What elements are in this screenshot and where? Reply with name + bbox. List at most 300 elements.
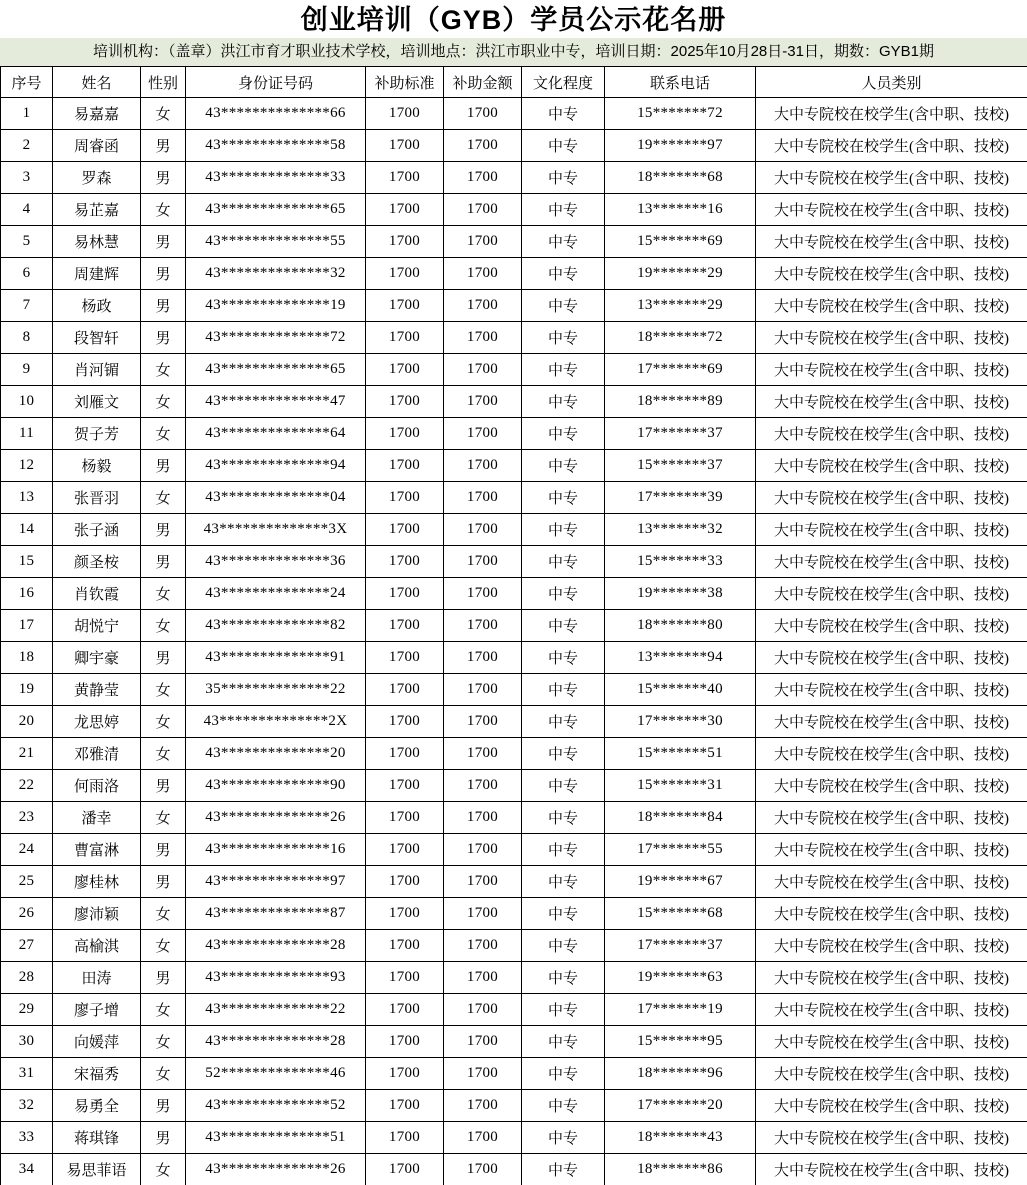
cell-seq: 10 bbox=[1, 386, 53, 418]
cell-id-number: 43**************26 bbox=[186, 802, 366, 834]
cell-gender: 女 bbox=[141, 1026, 186, 1058]
cell-phone: 15*******68 bbox=[605, 898, 756, 930]
cell-subsidy-standard: 1700 bbox=[366, 674, 444, 706]
cell-subsidy-amount: 1700 bbox=[444, 930, 522, 962]
cell-subsidy-standard: 1700 bbox=[366, 450, 444, 482]
cell-phone: 15*******40 bbox=[605, 674, 756, 706]
cell-subsidy-standard: 1700 bbox=[366, 226, 444, 258]
cell-phone: 13*******16 bbox=[605, 194, 756, 226]
cell-subsidy-amount: 1700 bbox=[444, 386, 522, 418]
cell-gender: 女 bbox=[141, 898, 186, 930]
cell-phone: 17*******55 bbox=[605, 834, 756, 866]
cell-id-number: 52**************46 bbox=[186, 1058, 366, 1090]
table-row bbox=[1, 258, 1027, 290]
cell-gender: 女 bbox=[141, 578, 186, 610]
cell-person-category: 大中专院校在校学生(含中职、技校) bbox=[756, 386, 1027, 418]
cell-person-category: 大中专院校在校学生(含中职、技校) bbox=[756, 226, 1027, 258]
cell-name: 易思菲语 bbox=[53, 1154, 141, 1185]
cell-phone: 17*******20 bbox=[605, 1090, 756, 1122]
cell-person-category: 大中专院校在校学生(含中职、技校) bbox=[756, 290, 1027, 322]
cell-education: 中专 bbox=[522, 162, 605, 194]
cell-education: 中专 bbox=[522, 450, 605, 482]
cell-education: 中专 bbox=[522, 354, 605, 386]
cell-subsidy-amount: 1700 bbox=[444, 1154, 522, 1185]
cell-seq: 23 bbox=[1, 802, 53, 834]
cell-subsidy-amount: 1700 bbox=[444, 706, 522, 738]
cell-person-category: 大中专院校在校学生(含中职、技校) bbox=[756, 578, 1027, 610]
cell-name: 廖桂林 bbox=[53, 866, 141, 898]
cell-name: 廖沛颖 bbox=[53, 898, 141, 930]
cell-gender: 女 bbox=[141, 1154, 186, 1185]
cell-phone: 15*******37 bbox=[605, 450, 756, 482]
cell-phone: 15*******72 bbox=[605, 98, 756, 130]
cell-id-number: 43**************91 bbox=[186, 642, 366, 674]
cell-seq: 34 bbox=[1, 1154, 53, 1185]
cell-seq: 20 bbox=[1, 706, 53, 738]
cell-education: 中专 bbox=[522, 578, 605, 610]
cell-id-number: 43**************93 bbox=[186, 962, 366, 994]
cell-name: 周建辉 bbox=[53, 258, 141, 290]
cell-person-category: 大中专院校在校学生(含中职、技校) bbox=[756, 994, 1027, 1026]
cell-gender: 男 bbox=[141, 514, 186, 546]
cell-id-number: 43**************20 bbox=[186, 738, 366, 770]
cell-subsidy-amount: 1700 bbox=[444, 418, 522, 450]
cell-name: 黄静莹 bbox=[53, 674, 141, 706]
cell-seq: 8 bbox=[1, 322, 53, 354]
cell-id-number: 43**************33 bbox=[186, 162, 366, 194]
cell-subsidy-standard: 1700 bbox=[366, 386, 444, 418]
cell-gender: 男 bbox=[141, 834, 186, 866]
table-row bbox=[1, 98, 1027, 130]
cell-seq: 28 bbox=[1, 962, 53, 994]
cell-seq: 29 bbox=[1, 994, 53, 1026]
cell-gender: 女 bbox=[141, 98, 186, 130]
cell-name: 张晋羽 bbox=[53, 482, 141, 514]
cell-phone: 17*******37 bbox=[605, 418, 756, 450]
col-name: 姓名 bbox=[53, 67, 141, 98]
cell-person-category: 大中专院校在校学生(含中职、技校) bbox=[756, 770, 1027, 802]
cell-subsidy-amount: 1700 bbox=[444, 226, 522, 258]
cell-subsidy-amount: 1700 bbox=[444, 642, 522, 674]
cell-seq: 3 bbox=[1, 162, 53, 194]
cell-id-number: 43**************24 bbox=[186, 578, 366, 610]
cell-education: 中专 bbox=[522, 962, 605, 994]
cell-education: 中专 bbox=[522, 674, 605, 706]
cell-subsidy-amount: 1700 bbox=[444, 674, 522, 706]
cell-phone: 18*******43 bbox=[605, 1122, 756, 1154]
cell-phone: 15*******51 bbox=[605, 738, 756, 770]
cell-name: 卿宇豪 bbox=[53, 642, 141, 674]
cell-gender: 女 bbox=[141, 706, 186, 738]
cell-education: 中专 bbox=[522, 194, 605, 226]
table-row bbox=[1, 194, 1027, 226]
cell-seq: 32 bbox=[1, 1090, 53, 1122]
cell-subsidy-standard: 1700 bbox=[366, 738, 444, 770]
table-row bbox=[1, 1026, 1027, 1058]
cell-subsidy-amount: 1700 bbox=[444, 770, 522, 802]
cell-subsidy-amount: 1700 bbox=[444, 258, 522, 290]
cell-name: 肖钦霞 bbox=[53, 578, 141, 610]
cell-phone: 19*******38 bbox=[605, 578, 756, 610]
cell-seq: 5 bbox=[1, 226, 53, 258]
cell-seq: 12 bbox=[1, 450, 53, 482]
cell-seq: 11 bbox=[1, 418, 53, 450]
cell-person-category: 大中专院校在校学生(含中职、技校) bbox=[756, 418, 1027, 450]
table-row bbox=[1, 322, 1027, 354]
cell-education: 中专 bbox=[522, 98, 605, 130]
cell-subsidy-amount: 1700 bbox=[444, 898, 522, 930]
cell-subsidy-standard: 1700 bbox=[366, 802, 444, 834]
cell-gender: 男 bbox=[141, 258, 186, 290]
cell-seq: 26 bbox=[1, 898, 53, 930]
cell-person-category: 大中专院校在校学生(含中职、技校) bbox=[756, 802, 1027, 834]
cell-phone: 19*******97 bbox=[605, 130, 756, 162]
cell-subsidy-standard: 1700 bbox=[366, 322, 444, 354]
cell-person-category: 大中专院校在校学生(含中职、技校) bbox=[756, 482, 1027, 514]
table-row bbox=[1, 898, 1027, 930]
cell-person-category: 大中专院校在校学生(含中职、技校) bbox=[756, 1154, 1027, 1185]
cell-subsidy-amount: 1700 bbox=[444, 290, 522, 322]
cell-subsidy-standard: 1700 bbox=[366, 354, 444, 386]
cell-person-category: 大中专院校在校学生(含中职、技校) bbox=[756, 898, 1027, 930]
cell-subsidy-standard: 1700 bbox=[366, 930, 444, 962]
table-row bbox=[1, 706, 1027, 738]
cell-name: 易芷嘉 bbox=[53, 194, 141, 226]
cell-subsidy-standard: 1700 bbox=[366, 642, 444, 674]
cell-subsidy-standard: 1700 bbox=[366, 770, 444, 802]
cell-subsidy-amount: 1700 bbox=[444, 1122, 522, 1154]
cell-name: 杨政 bbox=[53, 290, 141, 322]
cell-education: 中专 bbox=[522, 610, 605, 642]
cell-name: 田涛 bbox=[53, 962, 141, 994]
cell-phone: 18*******80 bbox=[605, 610, 756, 642]
cell-gender: 男 bbox=[141, 866, 186, 898]
cell-education: 中专 bbox=[522, 642, 605, 674]
cell-name: 廖子增 bbox=[53, 994, 141, 1026]
table-row bbox=[1, 802, 1027, 834]
cell-seq: 9 bbox=[1, 354, 53, 386]
cell-education: 中专 bbox=[522, 290, 605, 322]
cell-person-category: 大中专院校在校学生(含中职、技校) bbox=[756, 1058, 1027, 1090]
table-row bbox=[1, 930, 1027, 962]
cell-education: 中专 bbox=[522, 1026, 605, 1058]
cell-subsidy-standard: 1700 bbox=[366, 130, 444, 162]
cell-name: 邓雅清 bbox=[53, 738, 141, 770]
cell-name: 何雨洛 bbox=[53, 770, 141, 802]
table-row bbox=[1, 866, 1027, 898]
cell-subsidy-amount: 1700 bbox=[444, 98, 522, 130]
cell-person-category: 大中专院校在校学生(含中职、技校) bbox=[756, 194, 1027, 226]
roster-table-body bbox=[1, 98, 1027, 1185]
cell-subsidy-amount: 1700 bbox=[444, 962, 522, 994]
cell-subsidy-standard: 1700 bbox=[366, 98, 444, 130]
cell-subsidy-standard: 1700 bbox=[366, 898, 444, 930]
cell-gender: 女 bbox=[141, 354, 186, 386]
table-row bbox=[1, 738, 1027, 770]
cell-subsidy-standard: 1700 bbox=[366, 1026, 444, 1058]
cell-gender: 男 bbox=[141, 130, 186, 162]
cell-person-category: 大中专院校在校学生(含中职、技校) bbox=[756, 738, 1027, 770]
col-person-category: 人员类别 bbox=[756, 67, 1027, 98]
cell-subsidy-amount: 1700 bbox=[444, 1090, 522, 1122]
cell-subsidy-amount: 1700 bbox=[444, 162, 522, 194]
cell-name: 易林慧 bbox=[53, 226, 141, 258]
table-row bbox=[1, 610, 1027, 642]
cell-name: 易勇全 bbox=[53, 1090, 141, 1122]
cell-subsidy-amount: 1700 bbox=[444, 802, 522, 834]
cell-education: 中专 bbox=[522, 130, 605, 162]
cell-subsidy-standard: 1700 bbox=[366, 610, 444, 642]
cell-name: 张子涵 bbox=[53, 514, 141, 546]
cell-name: 龙思婷 bbox=[53, 706, 141, 738]
cell-id-number: 43**************97 bbox=[186, 866, 366, 898]
cell-id-number: 43**************36 bbox=[186, 546, 366, 578]
table-row bbox=[1, 1058, 1027, 1090]
cell-seq: 15 bbox=[1, 546, 53, 578]
cell-gender: 女 bbox=[141, 930, 186, 962]
cell-subsidy-standard: 1700 bbox=[366, 1090, 444, 1122]
table-row bbox=[1, 290, 1027, 322]
cell-education: 中专 bbox=[522, 834, 605, 866]
table-row bbox=[1, 418, 1027, 450]
cell-subsidy-amount: 1700 bbox=[444, 866, 522, 898]
table-row bbox=[1, 1154, 1027, 1185]
cell-gender: 男 bbox=[141, 322, 186, 354]
cell-education: 中专 bbox=[522, 258, 605, 290]
cell-id-number: 43**************3X bbox=[186, 514, 366, 546]
cell-education: 中专 bbox=[522, 482, 605, 514]
cell-subsidy-standard: 1700 bbox=[366, 834, 444, 866]
cell-seq: 2 bbox=[1, 130, 53, 162]
cell-gender: 男 bbox=[141, 546, 186, 578]
cell-id-number: 43**************04 bbox=[186, 482, 366, 514]
cell-person-category: 大中专院校在校学生(含中职、技校) bbox=[756, 642, 1027, 674]
cell-name: 潘幸 bbox=[53, 802, 141, 834]
cell-education: 中专 bbox=[522, 1154, 605, 1185]
cell-id-number: 43**************65 bbox=[186, 354, 366, 386]
cell-seq: 31 bbox=[1, 1058, 53, 1090]
cell-phone: 17*******39 bbox=[605, 482, 756, 514]
cell-id-number: 43**************28 bbox=[186, 930, 366, 962]
cell-subsidy-standard: 1700 bbox=[366, 1058, 444, 1090]
cell-subsidy-amount: 1700 bbox=[444, 1058, 522, 1090]
cell-education: 中专 bbox=[522, 322, 605, 354]
cell-phone: 18*******89 bbox=[605, 386, 756, 418]
cell-gender: 女 bbox=[141, 418, 186, 450]
cell-subsidy-amount: 1700 bbox=[444, 546, 522, 578]
cell-person-category: 大中专院校在校学生(含中职、技校) bbox=[756, 674, 1027, 706]
cell-subsidy-amount: 1700 bbox=[444, 738, 522, 770]
col-phone: 联系电话 bbox=[605, 67, 756, 98]
cell-gender: 女 bbox=[141, 610, 186, 642]
cell-person-category: 大中专院校在校学生(含中职、技校) bbox=[756, 930, 1027, 962]
cell-phone: 17*******37 bbox=[605, 930, 756, 962]
table-row bbox=[1, 834, 1027, 866]
cell-education: 中专 bbox=[522, 546, 605, 578]
cell-phone: 15*******69 bbox=[605, 226, 756, 258]
table-row bbox=[1, 1122, 1027, 1154]
cell-phone: 17*******30 bbox=[605, 706, 756, 738]
cell-subsidy-standard: 1700 bbox=[366, 994, 444, 1026]
cell-gender: 男 bbox=[141, 290, 186, 322]
cell-phone: 19*******67 bbox=[605, 866, 756, 898]
cell-education: 中专 bbox=[522, 866, 605, 898]
cell-phone: 18*******84 bbox=[605, 802, 756, 834]
cell-education: 中专 bbox=[522, 898, 605, 930]
cell-phone: 17*******19 bbox=[605, 994, 756, 1026]
header-row bbox=[1, 67, 1027, 98]
table-row bbox=[1, 1090, 1027, 1122]
cell-subsidy-standard: 1700 bbox=[366, 866, 444, 898]
cell-seq: 6 bbox=[1, 258, 53, 290]
cell-gender: 男 bbox=[141, 770, 186, 802]
cell-gender: 女 bbox=[141, 386, 186, 418]
cell-id-number: 43**************82 bbox=[186, 610, 366, 642]
table-row bbox=[1, 770, 1027, 802]
cell-subsidy-standard: 1700 bbox=[366, 418, 444, 450]
table-row bbox=[1, 578, 1027, 610]
col-gender: 性别 bbox=[141, 67, 186, 98]
cell-name: 蒋琪锋 bbox=[53, 1122, 141, 1154]
cell-education: 中专 bbox=[522, 386, 605, 418]
cell-subsidy-amount: 1700 bbox=[444, 994, 522, 1026]
cell-id-number: 43**************52 bbox=[186, 1090, 366, 1122]
table-row bbox=[1, 130, 1027, 162]
page-title: 创业培训（GYB）学员公示花名册 bbox=[300, 5, 727, 35]
cell-phone: 19*******29 bbox=[605, 258, 756, 290]
cell-id-number: 43**************72 bbox=[186, 322, 366, 354]
cell-id-number: 43**************32 bbox=[186, 258, 366, 290]
cell-person-category: 大中专院校在校学生(含中职、技校) bbox=[756, 322, 1027, 354]
cell-name: 易嘉嘉 bbox=[53, 98, 141, 130]
cell-gender: 男 bbox=[141, 162, 186, 194]
cell-gender: 女 bbox=[141, 482, 186, 514]
cell-gender: 女 bbox=[141, 194, 186, 226]
cell-gender: 男 bbox=[141, 962, 186, 994]
cell-seq: 1 bbox=[1, 98, 53, 130]
cell-phone: 18*******96 bbox=[605, 1058, 756, 1090]
col-id-number: 身份证号码 bbox=[186, 67, 366, 98]
cell-id-number: 43**************64 bbox=[186, 418, 366, 450]
cell-education: 中专 bbox=[522, 706, 605, 738]
table-row bbox=[1, 354, 1027, 386]
roster-table bbox=[0, 66, 1027, 1185]
cell-seq: 16 bbox=[1, 578, 53, 610]
cell-name: 段智轩 bbox=[53, 322, 141, 354]
table-row bbox=[1, 386, 1027, 418]
cell-subsidy-amount: 1700 bbox=[444, 834, 522, 866]
cell-phone: 13*******29 bbox=[605, 290, 756, 322]
cell-phone: 17*******69 bbox=[605, 354, 756, 386]
cell-person-category: 大中专院校在校学生(含中职、技校) bbox=[756, 866, 1027, 898]
cell-subsidy-amount: 1700 bbox=[444, 514, 522, 546]
cell-subsidy-standard: 1700 bbox=[366, 290, 444, 322]
cell-person-category: 大中专院校在校学生(含中职、技校) bbox=[756, 162, 1027, 194]
cell-education: 中专 bbox=[522, 226, 605, 258]
cell-subsidy-standard: 1700 bbox=[366, 514, 444, 546]
cell-subsidy-standard: 1700 bbox=[366, 258, 444, 290]
cell-education: 中专 bbox=[522, 514, 605, 546]
cell-id-number: 43**************26 bbox=[186, 1154, 366, 1185]
cell-gender: 女 bbox=[141, 738, 186, 770]
cell-id-number: 43**************87 bbox=[186, 898, 366, 930]
cell-seq: 7 bbox=[1, 290, 53, 322]
cell-gender: 女 bbox=[141, 674, 186, 706]
cell-person-category: 大中专院校在校学生(含中职、技校) bbox=[756, 354, 1027, 386]
col-education: 文化程度 bbox=[522, 67, 605, 98]
cell-gender: 男 bbox=[141, 1122, 186, 1154]
cell-name: 贺子芳 bbox=[53, 418, 141, 450]
cell-id-number: 43**************94 bbox=[186, 450, 366, 482]
cell-seq: 30 bbox=[1, 1026, 53, 1058]
cell-gender: 男 bbox=[141, 450, 186, 482]
table-row bbox=[1, 514, 1027, 546]
cell-name: 周睿函 bbox=[53, 130, 141, 162]
cell-gender: 男 bbox=[141, 226, 186, 258]
cell-id-number: 43**************2X bbox=[186, 706, 366, 738]
cell-name: 杨毅 bbox=[53, 450, 141, 482]
cell-subsidy-amount: 1700 bbox=[444, 578, 522, 610]
cell-seq: 22 bbox=[1, 770, 53, 802]
cell-subsidy-amount: 1700 bbox=[444, 1026, 522, 1058]
cell-gender: 女 bbox=[141, 802, 186, 834]
cell-person-category: 大中专院校在校学生(含中职、技校) bbox=[756, 1122, 1027, 1154]
cell-seq: 19 bbox=[1, 674, 53, 706]
cell-person-category: 大中专院校在校学生(含中职、技校) bbox=[756, 1026, 1027, 1058]
cell-gender: 女 bbox=[141, 994, 186, 1026]
cell-person-category: 大中专院校在校学生(含中职、技校) bbox=[756, 130, 1027, 162]
cell-subsidy-standard: 1700 bbox=[366, 1122, 444, 1154]
cell-id-number: 43**************22 bbox=[186, 994, 366, 1026]
cell-id-number: 43**************51 bbox=[186, 1122, 366, 1154]
cell-subsidy-amount: 1700 bbox=[444, 482, 522, 514]
cell-education: 中专 bbox=[522, 994, 605, 1026]
cell-education: 中专 bbox=[522, 738, 605, 770]
cell-name: 高榆淇 bbox=[53, 930, 141, 962]
cell-name: 曹富淋 bbox=[53, 834, 141, 866]
cell-id-number: 43**************55 bbox=[186, 226, 366, 258]
cell-seq: 14 bbox=[1, 514, 53, 546]
cell-education: 中专 bbox=[522, 770, 605, 802]
cell-name: 颜圣桉 bbox=[53, 546, 141, 578]
col-subsidy-amount: 补助金额 bbox=[444, 67, 522, 98]
cell-phone: 13*******32 bbox=[605, 514, 756, 546]
table-row bbox=[1, 962, 1027, 994]
cell-id-number: 35**************22 bbox=[186, 674, 366, 706]
cell-gender: 男 bbox=[141, 642, 186, 674]
cell-name: 向媛萍 bbox=[53, 1026, 141, 1058]
cell-person-category: 大中专院校在校学生(含中职、技校) bbox=[756, 1090, 1027, 1122]
cell-phone: 18*******68 bbox=[605, 162, 756, 194]
cell-seq: 25 bbox=[1, 866, 53, 898]
cell-id-number: 43**************19 bbox=[186, 290, 366, 322]
cell-person-category: 大中专院校在校学生(含中职、技校) bbox=[756, 706, 1027, 738]
cell-id-number: 43**************16 bbox=[186, 834, 366, 866]
table-row bbox=[1, 482, 1027, 514]
table-row bbox=[1, 994, 1027, 1026]
cell-id-number: 43**************90 bbox=[186, 770, 366, 802]
cell-education: 中专 bbox=[522, 1058, 605, 1090]
cell-education: 中专 bbox=[522, 418, 605, 450]
cell-id-number: 43**************47 bbox=[186, 386, 366, 418]
col-subsidy-standard: 补助标准 bbox=[366, 67, 444, 98]
cell-person-category: 大中专院校在校学生(含中职、技校) bbox=[756, 258, 1027, 290]
cell-phone: 15*******95 bbox=[605, 1026, 756, 1058]
cell-subsidy-amount: 1700 bbox=[444, 610, 522, 642]
cell-phone: 15*******31 bbox=[605, 770, 756, 802]
cell-phone: 18*******86 bbox=[605, 1154, 756, 1185]
cell-subsidy-amount: 1700 bbox=[444, 450, 522, 482]
